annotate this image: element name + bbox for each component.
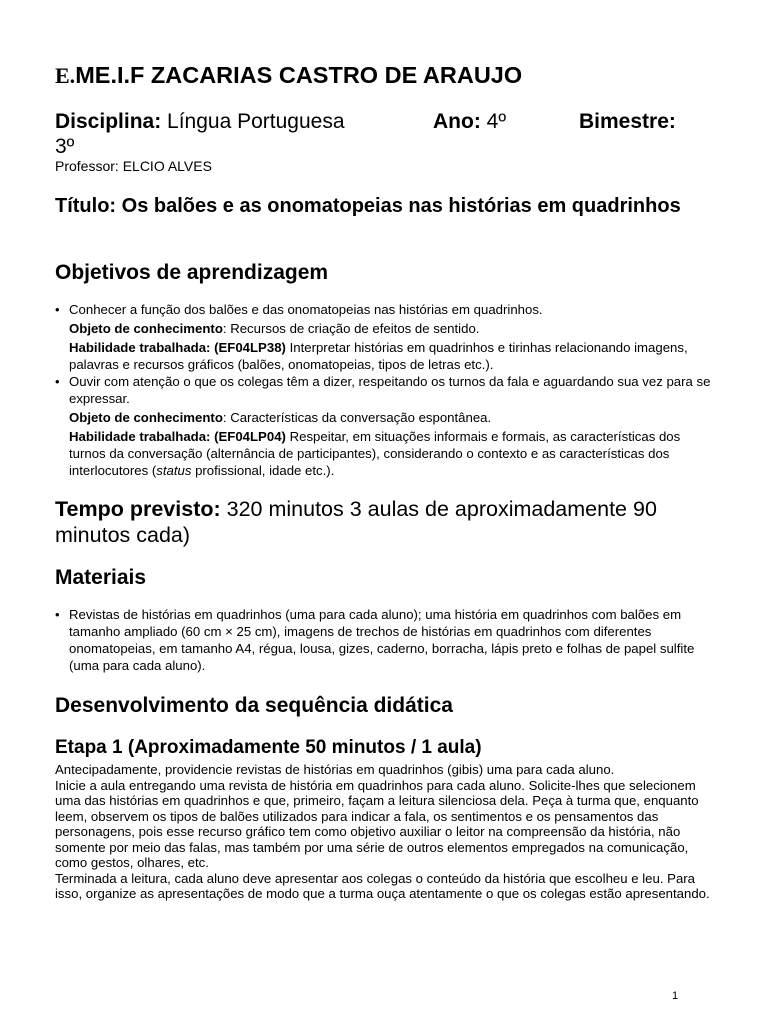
objeto-text: : Recursos de criação de efeitos de sentido. bbox=[222, 321, 480, 336]
habilidade-text: Respeitar, em situações informais e formais, as características dos turnos da conversação (alternância de participantes), considerando o contexto e as características dos interlocutores ( bbox=[69, 429, 681, 478]
objetivo-item bbox=[55, 301, 715, 373]
tempo-label: Tempo previsto: bbox=[55, 497, 221, 521]
materiais-item: • Revistas de histórias em quadrinhos (uma para cada aluno); uma história em quadrinhos com balões em tamanho ampliado (60 cm × 25 cm), imagens de trechos de histórias em quadrinhos com diferentes onomatopeias, em tamanho A4, régua, lousa, gizes, caderno, borracha, lápis preto e folhas de papel sulfite (uma para cada aluno). bbox=[55, 606, 715, 674]
etapa-heading: Etapa 1 (Aproximadamente 50 minutos / 1 aula) bbox=[55, 737, 482, 758]
habilidade-label: Habilidade trabalhada: (EF04LP04) bbox=[69, 429, 286, 444]
bimestre-label: Bimestre: bbox=[579, 110, 676, 133]
ano-field bbox=[433, 109, 506, 134]
objeto-label: Objeto de conhecimento bbox=[69, 321, 223, 336]
habilidade-text-end: profissional, idade etc.). bbox=[191, 463, 335, 478]
habilidade-label: Habilidade trabalhada: (EF04LP38) bbox=[69, 340, 286, 355]
school-name-heading bbox=[55, 62, 522, 89]
school-prefix: E. bbox=[55, 63, 76, 88]
disciplina-label: Disciplina: bbox=[55, 110, 162, 133]
habilidade-italic: status bbox=[156, 463, 192, 478]
materiais-list bbox=[55, 606, 715, 674]
objetivo-text: Ouvir com atenção o que os colegas têm a dizer, respeitando os turnos da fala e aguardando sua vez para se expressar. bbox=[69, 374, 711, 406]
objetivo-item bbox=[55, 373, 715, 479]
habilidade-text: Interpretar histórias em quadrinhos e tirinhas relacionando imagens, palavras e recursos gráficos (balões, onomatopeias, tipos de letras etc.). bbox=[69, 340, 688, 372]
etapa-paragraph: Antecipadamente, providencie revistas de histórias em quadrinhos (gibis) uma para cada aluno. bbox=[55, 762, 615, 777]
bimestre-field bbox=[579, 109, 676, 134]
course-info-row bbox=[55, 109, 715, 134]
disciplina-value: Língua Portuguesa bbox=[167, 110, 345, 133]
disciplina-field bbox=[55, 110, 345, 133]
professor-line: Professor: ELCIO ALVES bbox=[55, 158, 212, 174]
school-name: ME.I.F ZACARIAS CASTRO DE ARAUJO bbox=[75, 62, 523, 88]
ano-value: 4º bbox=[486, 110, 507, 133]
ano-label: Ano: bbox=[433, 110, 481, 133]
etapa-body bbox=[55, 762, 717, 902]
desenvolvimento-heading: Desenvolvimento da sequência didática bbox=[55, 694, 453, 717]
habilidade-trabalhada bbox=[69, 428, 715, 479]
objetivos-heading: Objetivos de aprendizagem bbox=[55, 261, 329, 284]
materiais-heading: Materiais bbox=[55, 566, 147, 589]
objetivos-list bbox=[55, 301, 715, 479]
bimestre-value: 3º bbox=[55, 135, 75, 158]
objeto-conhecimento bbox=[69, 409, 715, 426]
lesson-title: Título: Os balões e as onomatopeias nas histórias em quadrinhos bbox=[55, 195, 681, 217]
objeto-text: : Características da conversação espontânea. bbox=[222, 410, 492, 425]
objeto-conhecimento bbox=[69, 320, 715, 337]
habilidade-trabalhada bbox=[69, 339, 715, 373]
tempo-previsto bbox=[55, 496, 725, 548]
etapa-paragraph: Terminada a leitura, cada aluno deve apresentar aos colegas o conteúdo da história que escolheu e leu. Para isso, organize as apresentações de modo que a turma ouça atentamente o que os colegas estão apresentando. bbox=[55, 870, 710, 901]
objeto-label: Objeto de conhecimento bbox=[69, 410, 223, 425]
page-number: 1 bbox=[672, 990, 679, 1002]
tempo-value: 320 minutos 3 aulas de aproximadamente 90 minutos cada) bbox=[55, 497, 657, 547]
objetivo-text: Conhecer a função dos balões e das onomatopeias nas histórias em quadrinhos. bbox=[69, 302, 543, 317]
etapa-paragraph: Inicie a aula entregando uma revista de história em quadrinhos para cada aluno. Solicite-lhes que selecionem uma das histórias em quadrinhos e que, primeiro, façam a leitura silenciosa dela. Peça à turma que, enquanto leem, observem os tipos de balões utilizados para indicar a fala, os sentimentos e os pensamentos das personagens, pois esse recurso gráfico tem como objetivo auxiliar o leitor na compreensão da história, não somente por meio das falas, mas também por uma série de outros elementos empregados na comunicação, como gestos, olhares, etc. bbox=[55, 777, 699, 870]
